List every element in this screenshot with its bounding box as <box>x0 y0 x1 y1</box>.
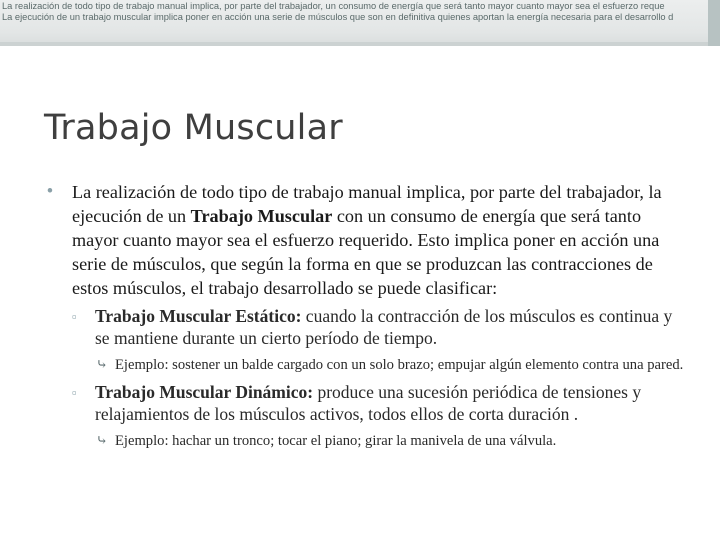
header-bar <box>0 0 720 46</box>
main-bullet-text-start: La realización de todo tipo de trabajo manual implica, por parte del trabajador, la ejecución de un <box>72 182 662 226</box>
dynamic-work-bullet <box>28 381 688 425</box>
main-bullet-text-end: con un consumo de energía que será tanto mayor cuanto mayor sea el esfuerzo requerido. Esto implica poner en acción una serie de músculos, que según la forma en que se produzcan las contracciones de estos músculos, el trabajo desarrollado se puede clasificar: <box>72 206 660 298</box>
dynamic-work-definition: produce una sucesión periódica de tensiones y relajamientos de los músculos activos, todos ellos de corta duración . <box>95 382 642 424</box>
header-divider <box>0 42 720 46</box>
slide-title: Trabajo Muscular <box>44 108 343 148</box>
dynamic-example-bullet <box>28 431 688 452</box>
static-work-definition: cuando la contracción de los músculos es continua y se mantiene durante un cierto período de tiempo. <box>95 306 673 348</box>
dynamic-example-text: Ejemplo: hachar un tronco; tocar el piano; girar la manivela de una válvula. <box>115 433 557 449</box>
slide-content <box>28 180 688 452</box>
static-work-bullet <box>28 305 688 349</box>
sub-sub-bullet-arrow-icon: ⤷ <box>96 434 108 449</box>
header-text-line-1: La realización de todo tipo de trabajo manual implica, por parte del trabajador, un consumo de energía que será tanto mayor cuanto mayor sea el esfuerzo reque <box>2 1 665 11</box>
header-right-accent <box>708 0 720 46</box>
main-bullet <box>28 180 688 300</box>
static-example-bullet <box>28 355 688 376</box>
static-example-text: Ejemplo: sostener un balde cargado con un solo brazo; empujar algún elemento contra una pared. <box>115 357 684 373</box>
bullet-dot-icon: • <box>46 181 54 202</box>
sub-sub-bullet-arrow-icon: ⤷ <box>96 358 108 373</box>
sub-bullet-square-icon: ▫ <box>72 385 77 400</box>
sub-bullet-square-icon: ▫ <box>72 309 77 324</box>
static-work-term: Trabajo Muscular Estático: <box>95 306 302 326</box>
dynamic-work-term: Trabajo Muscular Dinámico: <box>95 382 314 402</box>
header-text-line-2: La ejecución de un trabajo muscular implica poner en acción una serie de músculos que son en definitiva quienes aportan la energía necesaria para el desarrollo d <box>2 12 674 22</box>
main-bullet-bold: Trabajo Muscular <box>190 206 333 226</box>
